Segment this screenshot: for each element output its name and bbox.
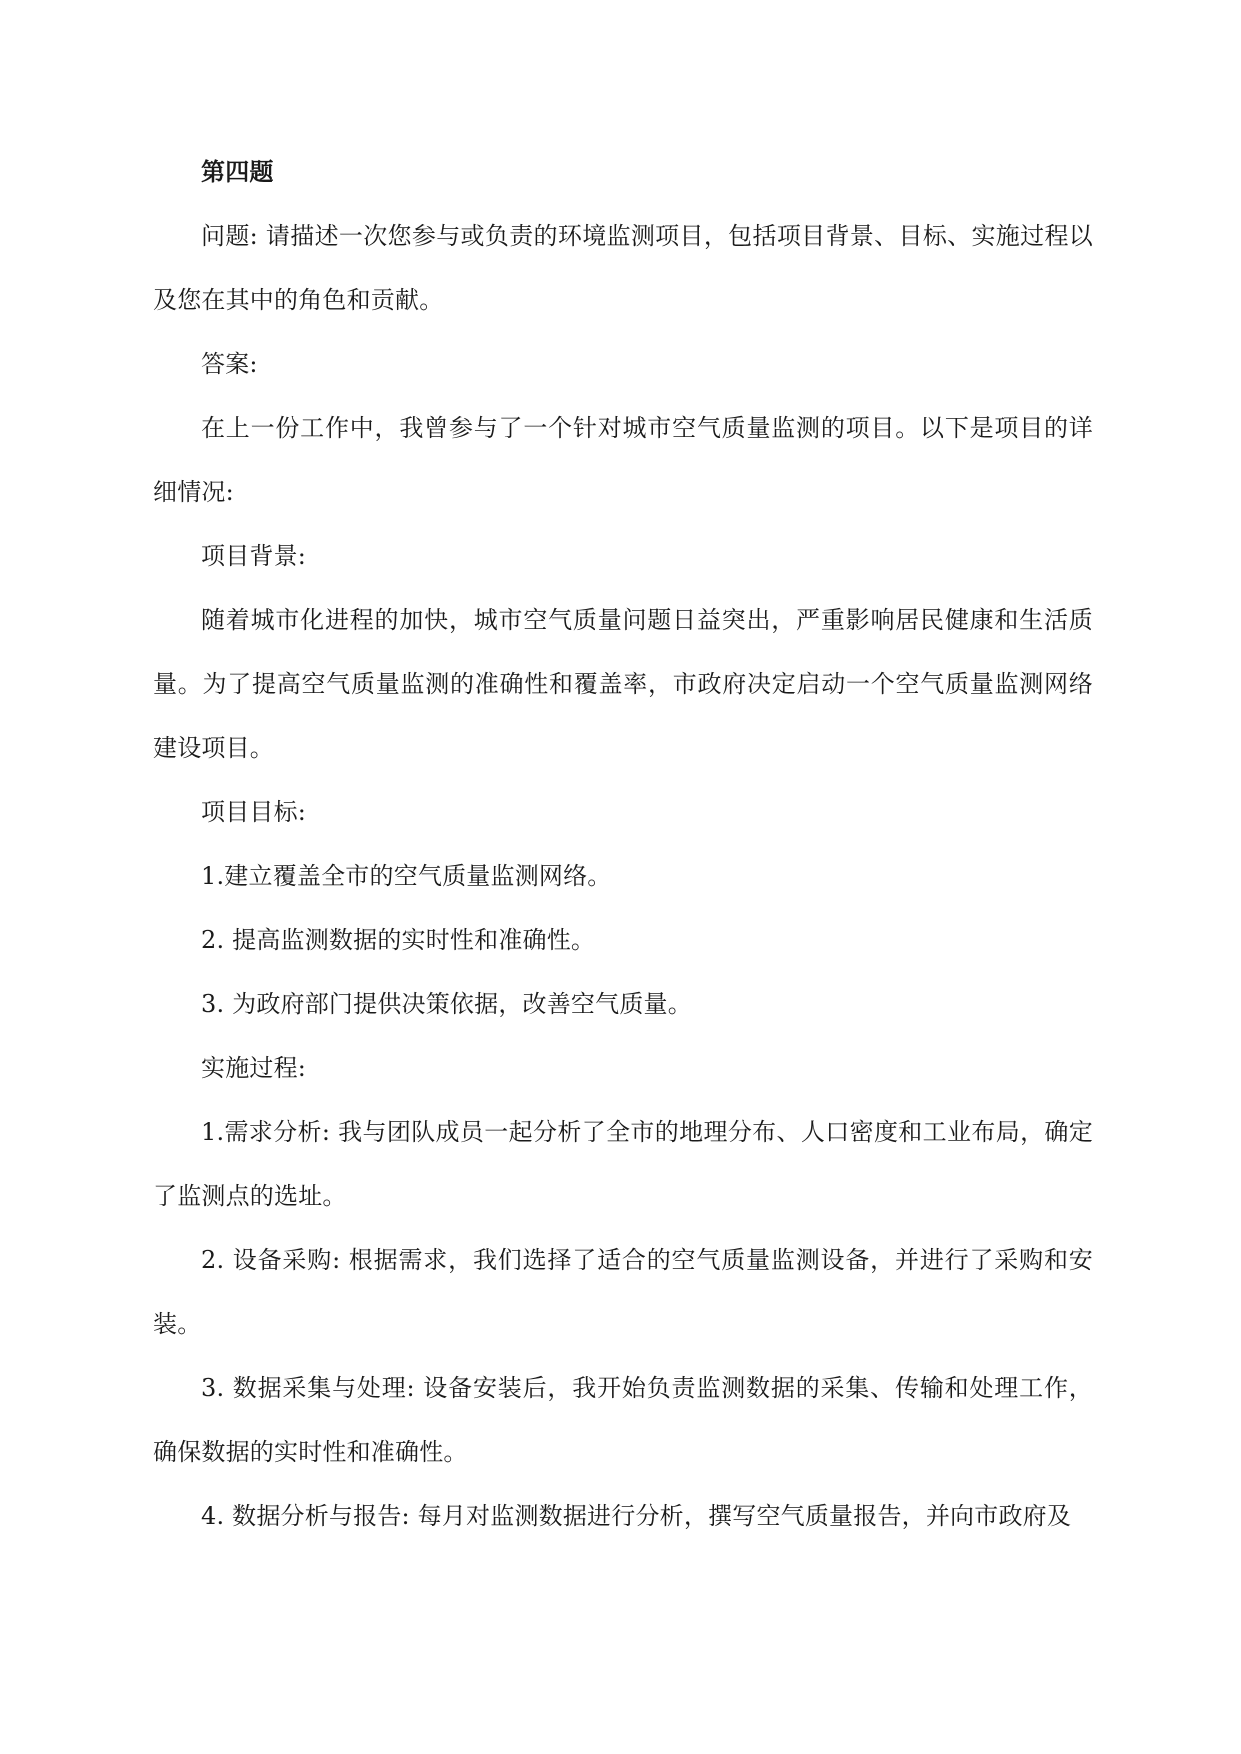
section-heading: 第四题 — [201, 157, 274, 186]
process-item: 1.需求分析: 我与团队成员一起分析了全市的地理分布、人口密度和工业布局，确定了监测点的选址。 — [153, 1118, 1093, 1210]
goal-item: 2. 提高监测数据的实时性和准确性。 — [201, 926, 596, 954]
goals-label: 项目目标: — [201, 798, 307, 826]
process-item: 3. 数据采集与处理: 设备安装后，我开始负责监测数据的采集、传输和处理工作，确保数据的实时性和准确性。 — [153, 1374, 1093, 1466]
intro-paragraph: 在上一份工作中，我曾参与了一个针对城市空气质量监测的项目。以下是项目的详细情况: — [153, 414, 1093, 506]
answer-label: 答案: — [201, 350, 258, 378]
process-label: 实施过程: — [201, 1054, 307, 1082]
process-item: 2. 设备采购: 根据需求，我们选择了适合的空气质量监测设备，并进行了采购和安装。 — [153, 1246, 1093, 1338]
background-paragraph: 随着城市化进程的加快，城市空气质量问题日益突出，严重影响居民健康和生活质量。为了提高空气质量监测的准确性和覆盖率，市政府决定启动一个空气质量监测网络建设项目。 — [153, 606, 1093, 762]
process-item: 4. 数据分析与报告: 每月对监测数据进行分析，撰写空气质量报告，并向市政府及 — [201, 1502, 1072, 1530]
document-body — [153, 140, 1093, 1548]
goal-item: 3. 为政府部门提供决策依据，改善空气质量。 — [201, 990, 692, 1018]
background-label: 项目背景: — [201, 542, 307, 570]
question-text: 问题: 请描述一次您参与或负责的环境监测项目，包括项目背景、目标、实施过程以及您在其中的角色和贡献。 — [153, 222, 1093, 314]
goal-item: 1.建立覆盖全市的空气质量监测网络。 — [201, 862, 612, 890]
